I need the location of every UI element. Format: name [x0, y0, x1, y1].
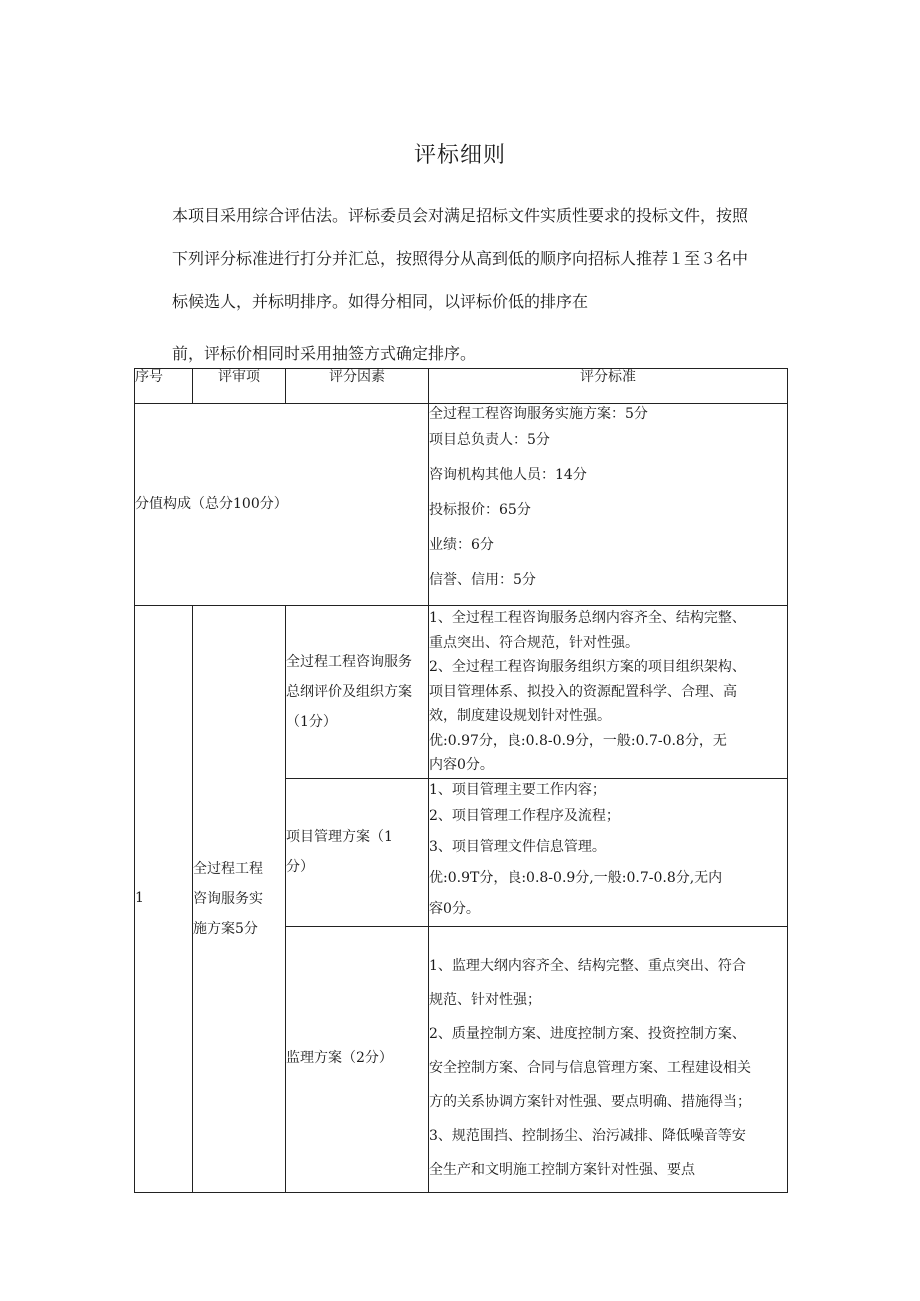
review-item-line: 全过程工程: [193, 860, 263, 877]
criteria-line: 1、监理大纲内容齐全、结构完整、重点突出、符合: [429, 957, 746, 974]
header-factor: 评分因素: [286, 369, 429, 404]
criteria-line: 规范、针对性强；: [429, 991, 541, 1008]
factor-name-line: 监理方案（2分）: [286, 1050, 393, 1067]
page-title: 评标细则: [413, 143, 506, 168]
criteria-line: 2、全过程工程咨询服务组织方案的项目组织架构、: [429, 659, 746, 675]
review-item-line: 咨询服务实: [193, 890, 263, 907]
criteria-line: 效，制度建设规划针对性强。: [429, 708, 611, 724]
score-item: 信誉、信用：5分: [429, 572, 536, 588]
table-row: [135, 606, 788, 779]
factor-name: [286, 778, 429, 926]
factor-criteria: [429, 778, 788, 926]
criteria-line: 3、规范围挡、控制扬尘、治污减排、降低噪音等安: [429, 1127, 746, 1144]
factor-name: [286, 606, 429, 779]
table-header-row: [135, 369, 788, 404]
factor-name-line: 全过程工程咨询服务: [286, 653, 412, 670]
factor-criteria: [429, 606, 788, 779]
criteria-line: 优:0.9T分，良:0.8-0.9分,一般:0.7-0.8分,无内: [429, 869, 723, 886]
header-item: 评审项: [193, 369, 286, 404]
factor-criteria: [429, 926, 788, 1192]
score-item: 项目总负责人：5分: [429, 432, 550, 448]
row-number: 1: [135, 606, 193, 1193]
criteria-line: 1、项目管理主要工作内容；: [429, 781, 606, 798]
criteria-line: 3、项目管理文件信息管理。: [429, 838, 606, 855]
criteria-line: 容0分。: [429, 900, 480, 917]
intro-line-1: 本项目采用综合评估法。评标委员会对满足招标文件实质性要求的投标文件，按照: [172, 206, 749, 225]
criteria-line: 优:0.97分，良:0.8-0.9分，一般:0.7-0.8分，无: [429, 732, 727, 749]
intro-line-4: 前，评标价相同时采用抽签方式确定排序。: [172, 344, 477, 363]
criteria-line: 内容0分。: [429, 757, 494, 773]
score-item: 投标报价：65分: [429, 502, 531, 518]
review-item-line: 施方案5分: [193, 920, 258, 937]
header-no: 序号: [135, 369, 193, 404]
intro-line-2: 下列评分标准进行打分并汇总，按照得分从高到低的顺序向招标人推荐１至３名中: [172, 249, 749, 268]
score-item: 咨询机构其他人员：14分: [429, 467, 587, 483]
factor-name-line: 分）: [286, 859, 314, 875]
criteria-line: 重点突出、符合规范，针对性强。: [429, 634, 639, 651]
score-composition-label: 分值构成（总分100分）: [135, 404, 429, 606]
factor-name: [286, 926, 429, 1192]
factor-name-line: 项目管理方案（1: [286, 829, 393, 845]
factor-name-line: （1分）: [286, 713, 337, 730]
criteria-line: 2、项目管理工作程序及流程；: [429, 807, 620, 824]
scoring-table: [134, 368, 788, 1193]
criteria-line: 2、质量控制方案、进度控制方案、投资控制方案、: [429, 1025, 746, 1042]
factor-name-line: 总纲评价及组织方案: [286, 683, 412, 700]
review-item: [193, 606, 286, 1193]
criteria-line: 1、全过程工程咨询服务总纲内容齐全、结构完整、: [429, 610, 746, 626]
intro-line-3: 标候选人，并标明排序。如得分相同，以评标价低的排序在: [172, 292, 589, 311]
criteria-line: 项目管理体系、拟投入的资源配置科学、合理、高: [429, 683, 737, 700]
score-item: 业绩：6分: [429, 537, 494, 553]
criteria-line: 安全控制方案、合同与信息管理方案、工程建设相关: [429, 1059, 751, 1076]
header-criteria: 评分标准: [429, 369, 788, 404]
score-composition-items: [429, 404, 788, 606]
score-composition-row: [135, 404, 788, 606]
score-item: 全过程工程咨询服务实施方案：5分: [429, 406, 648, 422]
criteria-line: 方的关系协调方案针对性强、要点明确、措施得当；: [429, 1093, 751, 1110]
criteria-line: 全生产和文明施工控制方案针对性强、要点: [429, 1161, 695, 1178]
